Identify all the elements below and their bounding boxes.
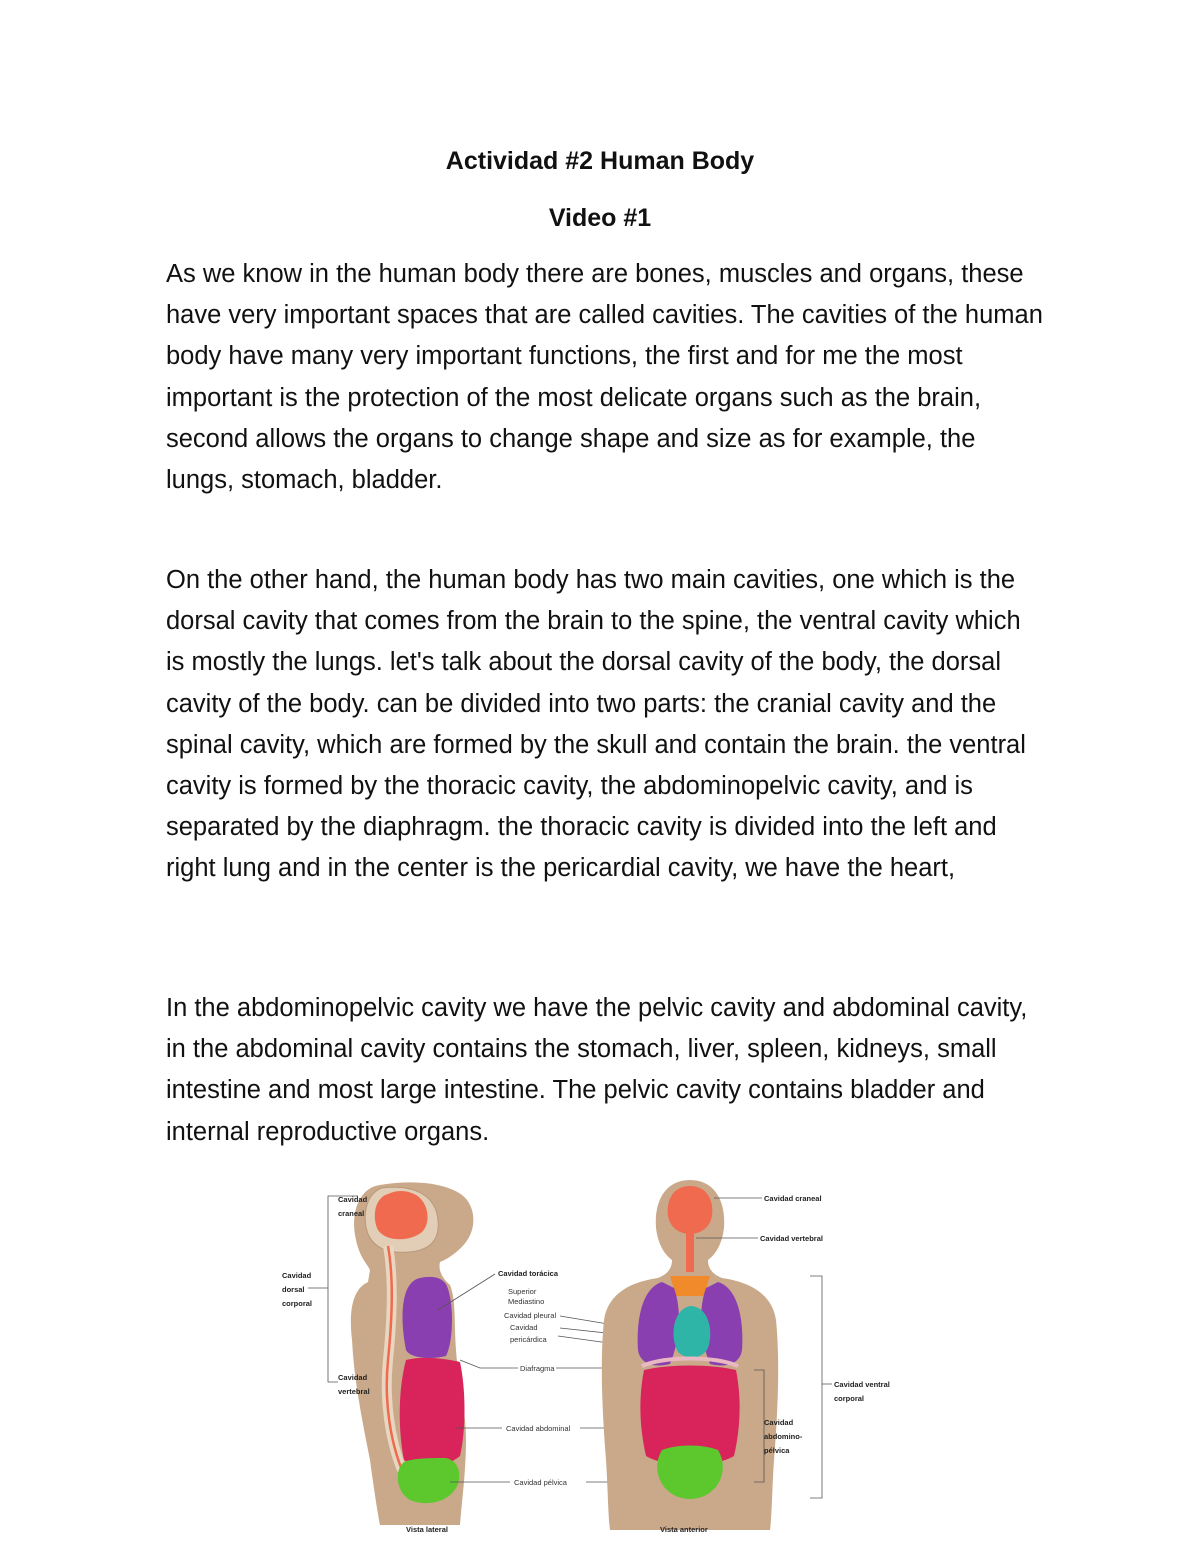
label-cavidad-ventral: Cavidad ventral	[834, 1380, 890, 1389]
label-cavidad-craneal-left: Cavidad	[338, 1195, 368, 1204]
paragraph-1: As we know in the human body there are bones, muscles and organs, these have very important spaces that are called cavities. The cavities of the human body have many very important functions, the first and for me the most important is the protection of the most delicate organs such as the brain, second allows the organs to change shape and size as for example, the lungs, stomach, bladder.	[166, 260, 1043, 495]
label-cavidad-vertebral-left: Cavidad	[338, 1373, 368, 1382]
cranial-cavity-anterior	[668, 1186, 713, 1234]
svg-text:pericárdica: pericárdica	[510, 1335, 547, 1344]
label-cavidad-abdominal: Cavidad abdominal	[506, 1424, 571, 1433]
label-cavidad-toracica: Cavidad torácica	[498, 1269, 559, 1278]
svg-text:Mediastino: Mediastino	[508, 1297, 545, 1306]
label-cavidad-dorsal: Cavidad	[282, 1271, 312, 1280]
spinal-cavity-anterior	[686, 1232, 694, 1272]
paragraph-3: In the abdominopelvic cavity we have the pelvic cavity and abdominal cavity, in the abdominal cavity contains the stomach, liver, spleen, kidneys, small intestine and most large intestine. The pelvic cavity contains bladder and internal reproductive organs.	[166, 994, 1028, 1146]
svg-text:Cavidad pleural: Cavidad pleural	[504, 1311, 557, 1320]
abdominal-cavity-lateral	[400, 1358, 465, 1467]
document-subtitle: Video #1	[548, 204, 652, 232]
svg-text:pélvica: pélvica	[764, 1446, 790, 1455]
svg-text:corporal: corporal	[834, 1394, 865, 1403]
caption-vista-lateral: Vista lateral	[406, 1525, 448, 1534]
caption-vista-anterior: Vista anterior	[660, 1525, 708, 1534]
svg-text:abdomino-: abdomino-	[764, 1432, 803, 1441]
svg-text:Superior: Superior	[508, 1287, 537, 1296]
mediastinum-anterior	[670, 1276, 710, 1296]
document-title: Actividad #2 Human Body	[445, 147, 755, 175]
svg-text:vertebral: vertebral	[338, 1387, 370, 1396]
thoracic-cavity-lateral	[403, 1277, 452, 1358]
cranial-cavity-lateral	[375, 1191, 428, 1239]
label-cavidad-craneal-right: Cavidad craneal	[764, 1194, 822, 1203]
anterior-view-body	[602, 1180, 778, 1530]
svg-text:corporal: corporal	[282, 1299, 313, 1308]
label-cavidad-pelvica: Cavidad pélvica	[514, 1478, 567, 1487]
label-cavidad-vertebral-right: Cavidad vertebral	[760, 1234, 823, 1243]
svg-text:Cavidad: Cavidad	[510, 1323, 538, 1332]
paragraph-2: On the other hand, the human body has two main cavities, one which is the dorsal cavity that comes from the brain to the spine, the ventral cavity which is mostly the lungs. let's talk about the dorsal cavity of the body, the dorsal cavity of the body. can be divided into two parts: the cranial cavity and the spinal cavity, which are formed by the skull and contain the brain. the ventral cavity is formed by the thoracic cavity, the abdominopelvic cavity, and is separated by the diaphragm. the thoracic cavity is divided into the left and right lung and in the center is the pericardial cavity, we have the heart,	[166, 566, 1026, 883]
lateral-view-body	[351, 1182, 473, 1525]
label-cavidad-abdominopelvica: Cavidad	[764, 1418, 794, 1427]
body-cavities-illustration	[270, 1170, 910, 1553]
label-diafragma: Diafragma	[520, 1364, 555, 1373]
body-cavities-figure	[270, 1170, 910, 1553]
svg-text:dorsal: dorsal	[282, 1285, 305, 1294]
svg-text:craneal: craneal	[338, 1209, 365, 1218]
